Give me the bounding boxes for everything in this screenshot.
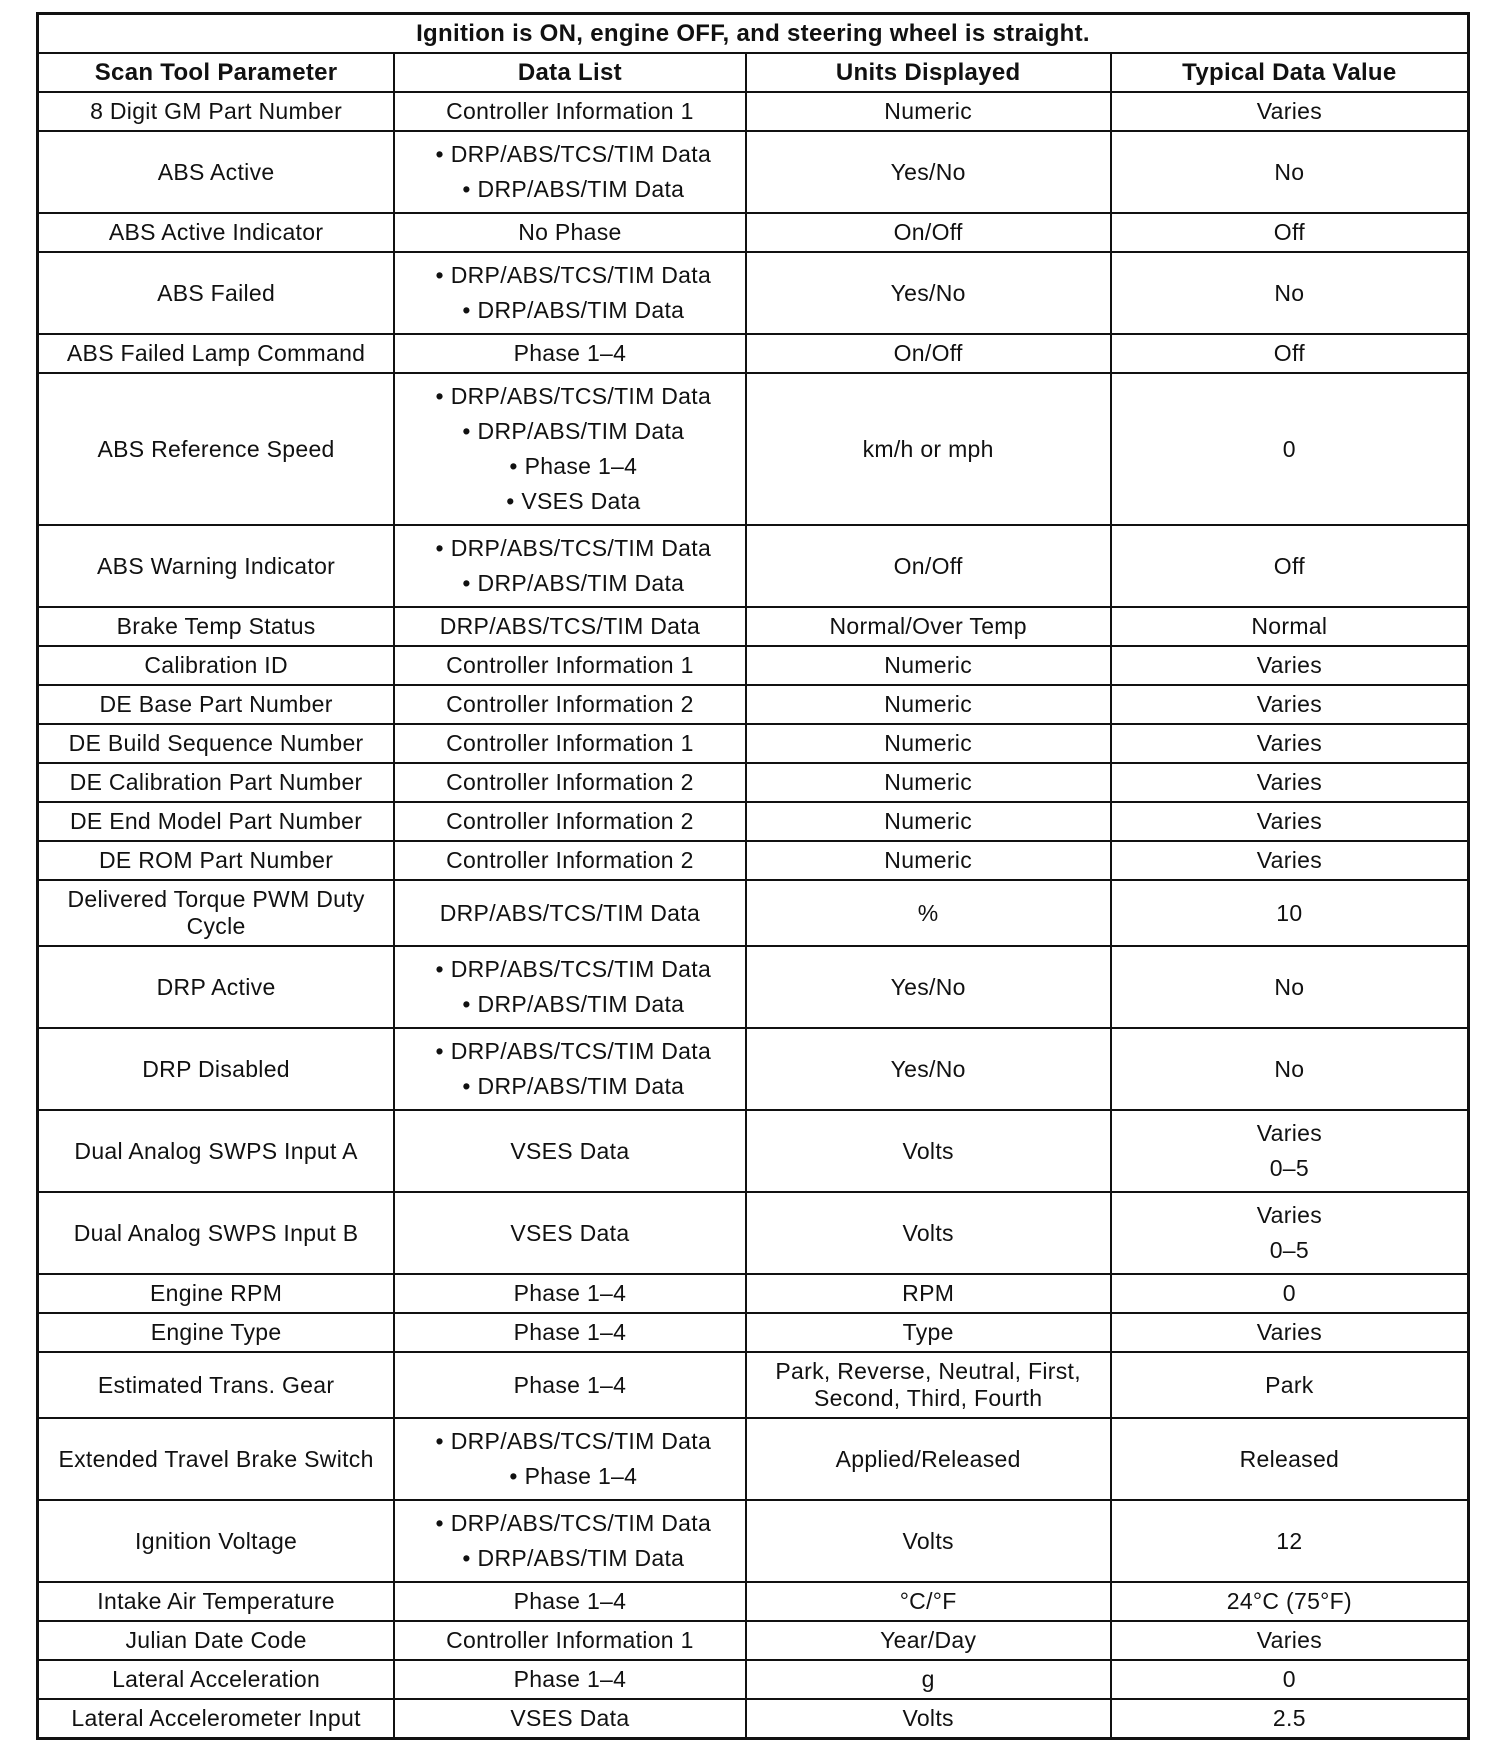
typical-value-cell: Park xyxy=(1111,1352,1469,1418)
parameter-cell: Julian Date Code xyxy=(38,1621,395,1660)
units-cell: Volts xyxy=(746,1110,1111,1192)
data-list-cell: No Phase xyxy=(394,213,745,252)
data-list-cell xyxy=(394,252,745,334)
data-list-item xyxy=(403,414,736,449)
parameter-cell: Brake Temp Status xyxy=(38,607,395,646)
data-list-item-label: DRP/ABS/TCS/TIM Data xyxy=(450,141,712,167)
units-cell: Year/Day xyxy=(746,1621,1111,1660)
data-list-item-label: DRP/ABS/TCS/TIM Data xyxy=(450,535,712,561)
data-list-items xyxy=(403,1034,736,1104)
typical-value-cell: Varies xyxy=(1111,1313,1469,1352)
data-list-cell: Controller Information 2 xyxy=(394,685,745,724)
typical-value-cell xyxy=(1111,1192,1469,1274)
data-list-item-label: DRP/ABS/TIM Data xyxy=(477,418,685,444)
table-row xyxy=(38,1699,1469,1739)
parameter-cell: Dual Analog SWPS Input A xyxy=(38,1110,395,1192)
table-row xyxy=(38,880,1469,946)
data-list-item-label: DRP/ABS/TCS/TIM Data xyxy=(450,1038,712,1064)
data-list-item xyxy=(403,566,736,601)
table-row xyxy=(38,685,1469,724)
data-list-item xyxy=(403,1459,736,1494)
typical-value-cell: Varies xyxy=(1111,802,1469,841)
units-cell: Normal/Over Temp xyxy=(746,607,1111,646)
units-cell: Type xyxy=(746,1313,1111,1352)
table-row xyxy=(38,92,1469,131)
data-list-items xyxy=(403,137,736,207)
data-list-item xyxy=(403,137,736,172)
typical-value-line: Varies xyxy=(1256,1202,1322,1228)
data-list-cell: Controller Information 1 xyxy=(394,724,745,763)
parameter-cell: Extended Travel Brake Switch xyxy=(38,1418,395,1500)
units-cell: RPM xyxy=(746,1274,1111,1313)
parameter-cell: DRP Active xyxy=(38,946,395,1028)
parameter-cell: DE Build Sequence Number xyxy=(38,724,395,763)
table-row xyxy=(38,525,1469,607)
data-list-item xyxy=(403,1034,736,1069)
typical-value-cell: Varies xyxy=(1111,841,1469,880)
data-list-item-label: DRP/ABS/TCS/TIM Data xyxy=(450,1510,712,1536)
units-cell: g xyxy=(746,1660,1111,1699)
table-row xyxy=(38,213,1469,252)
units-cell: Numeric xyxy=(746,646,1111,685)
data-list-cell xyxy=(394,131,745,213)
data-list-cell: Controller Information 2 xyxy=(394,802,745,841)
data-list-item xyxy=(403,1069,736,1104)
typical-value-cell: 0 xyxy=(1111,1274,1469,1313)
units-cell: On/Off xyxy=(746,525,1111,607)
parameter-cell: Intake Air Temperature xyxy=(38,1582,395,1621)
units-cell: On/Off xyxy=(746,334,1111,373)
data-list-items xyxy=(403,379,736,519)
typical-value-cell: No xyxy=(1111,131,1469,213)
parameter-cell: DE End Model Part Number xyxy=(38,802,395,841)
parameter-cell: DE ROM Part Number xyxy=(38,841,395,880)
data-table xyxy=(36,12,1470,1740)
data-list-cell: Controller Information 1 xyxy=(394,1621,745,1660)
data-list-item xyxy=(403,1424,736,1459)
typical-value-cell: Varies xyxy=(1111,1621,1469,1660)
table-row xyxy=(38,646,1469,685)
data-list-item xyxy=(403,449,736,484)
data-list-item xyxy=(403,1506,736,1541)
units-cell: Park, Reverse, Neutral, First, Second, Third, Fourth xyxy=(746,1352,1111,1418)
data-list-item-label: DRP/ABS/TIM Data xyxy=(477,570,685,596)
table-row xyxy=(38,252,1469,334)
data-list-item-label: Phase 1–4 xyxy=(524,453,638,479)
data-list-cell xyxy=(394,525,745,607)
table-row xyxy=(38,1352,1469,1418)
header-scan-tool-parameter: Scan Tool Parameter xyxy=(38,53,395,92)
data-list-item xyxy=(403,379,736,414)
data-list-item xyxy=(403,531,736,566)
data-list-items xyxy=(403,952,736,1022)
parameter-cell: ABS Reference Speed xyxy=(38,373,395,525)
table-row xyxy=(38,946,1469,1028)
units-cell: Numeric xyxy=(746,92,1111,131)
typical-value-line: Varies xyxy=(1256,1120,1322,1146)
data-list-item-label: DRP/ABS/TIM Data xyxy=(477,1545,685,1571)
data-list-cell: Phase 1–4 xyxy=(394,334,745,373)
parameter-cell: ABS Warning Indicator xyxy=(38,525,395,607)
data-list-item xyxy=(403,258,736,293)
table-row xyxy=(38,334,1469,373)
data-list-item-label: DRP/ABS/TCS/TIM Data xyxy=(450,956,712,982)
data-list-item xyxy=(403,1541,736,1576)
data-list-cell: Phase 1–4 xyxy=(394,1582,745,1621)
typical-value-cell: No xyxy=(1111,1028,1469,1110)
data-list-cell xyxy=(394,1028,745,1110)
units-cell: Numeric xyxy=(746,724,1111,763)
data-list-item xyxy=(403,987,736,1022)
typical-value-cell: 24°C (75°F) xyxy=(1111,1582,1469,1621)
table-row xyxy=(38,841,1469,880)
typical-value-cell: 10 xyxy=(1111,880,1469,946)
table-row xyxy=(38,1313,1469,1352)
units-cell: On/Off xyxy=(746,213,1111,252)
data-list-cell: Controller Information 2 xyxy=(394,763,745,802)
data-list-cell: VSES Data xyxy=(394,1192,745,1274)
parameter-cell: Lateral Acceleration xyxy=(38,1660,395,1699)
parameter-cell: DE Calibration Part Number xyxy=(38,763,395,802)
data-list-item-label: DRP/ABS/TIM Data xyxy=(477,176,685,202)
data-list-cell: VSES Data xyxy=(394,1110,745,1192)
units-cell: Yes/No xyxy=(746,252,1111,334)
parameter-cell: Calibration ID xyxy=(38,646,395,685)
table-row xyxy=(38,131,1469,213)
data-list-items xyxy=(403,531,736,601)
data-list-item-label: DRP/ABS/TIM Data xyxy=(477,1073,685,1099)
table-row xyxy=(38,373,1469,525)
units-cell: Volts xyxy=(746,1192,1111,1274)
header-data-list: Data List xyxy=(394,53,745,92)
data-list-items xyxy=(403,258,736,328)
typical-value-line: 0–5 xyxy=(1269,1237,1309,1263)
parameter-cell: ABS Active xyxy=(38,131,395,213)
parameter-cell: Engine Type xyxy=(38,1313,395,1352)
data-list-item xyxy=(403,293,736,328)
parameter-cell: 8 Digit GM Part Number xyxy=(38,92,395,131)
data-list-cell: Controller Information 1 xyxy=(394,646,745,685)
data-list-cell: DRP/ABS/TCS/TIM Data xyxy=(394,607,745,646)
table-row xyxy=(38,763,1469,802)
units-cell: Numeric xyxy=(746,802,1111,841)
data-list-item-label: DRP/ABS/TIM Data xyxy=(477,297,685,323)
scan-tool-data-table xyxy=(36,12,1470,1740)
table-caption: Ignition is ON, engine OFF, and steering wheel is straight. xyxy=(38,14,1469,54)
table-row xyxy=(38,1274,1469,1313)
typical-value-cell: Off xyxy=(1111,213,1469,252)
data-list-cell: Phase 1–4 xyxy=(394,1352,745,1418)
data-list-cell: Phase 1–4 xyxy=(394,1274,745,1313)
units-cell: Applied/Released xyxy=(746,1418,1111,1500)
data-list-item-label: VSES Data xyxy=(521,488,641,514)
units-cell: Yes/No xyxy=(746,131,1111,213)
parameter-cell: ABS Active Indicator xyxy=(38,213,395,252)
units-cell: Yes/No xyxy=(746,1028,1111,1110)
parameter-cell: Engine RPM xyxy=(38,1274,395,1313)
data-list-item xyxy=(403,484,736,519)
header-row xyxy=(38,53,1469,92)
typical-value-cell xyxy=(1111,1110,1469,1192)
data-list-cell xyxy=(394,946,745,1028)
table-row xyxy=(38,1418,1469,1500)
units-cell: Volts xyxy=(746,1500,1111,1582)
parameter-cell: DRP Disabled xyxy=(38,1028,395,1110)
table-row xyxy=(38,1192,1469,1274)
table-row xyxy=(38,1110,1469,1192)
typical-value-line: 0–5 xyxy=(1269,1155,1309,1181)
units-cell: Numeric xyxy=(746,841,1111,880)
typical-value-cell: Varies xyxy=(1111,92,1469,131)
parameter-cell: Lateral Accelerometer Input xyxy=(38,1699,395,1739)
typical-value-cell: Normal xyxy=(1111,607,1469,646)
table-body xyxy=(38,92,1469,1739)
data-list-items xyxy=(403,1424,736,1494)
data-list-item-label: DRP/ABS/TIM Data xyxy=(477,991,685,1017)
data-list-cell xyxy=(394,1500,745,1582)
typical-value-cell: No xyxy=(1111,252,1469,334)
header-typical-data-value: Typical Data Value xyxy=(1111,53,1469,92)
typical-value-cell: Off xyxy=(1111,525,1469,607)
table-row xyxy=(38,1621,1469,1660)
typical-value-cell: Varies xyxy=(1111,685,1469,724)
data-list-cell: Controller Information 1 xyxy=(394,92,745,131)
typical-value-cell: Off xyxy=(1111,334,1469,373)
typical-value-cell: Released xyxy=(1111,1418,1469,1500)
table-row xyxy=(38,1028,1469,1110)
parameter-cell: ABS Failed xyxy=(38,252,395,334)
typical-value-cell: 0 xyxy=(1111,373,1469,525)
caption-row xyxy=(38,14,1469,54)
units-cell: °C/°F xyxy=(746,1582,1111,1621)
data-list-cell: VSES Data xyxy=(394,1699,745,1739)
data-list-cell: DRP/ABS/TCS/TIM Data xyxy=(394,880,745,946)
units-cell: Numeric xyxy=(746,763,1111,802)
data-list-cell: Phase 1–4 xyxy=(394,1313,745,1352)
data-list-item xyxy=(403,952,736,987)
table-row xyxy=(38,1582,1469,1621)
units-cell: Yes/No xyxy=(746,946,1111,1028)
parameter-cell: DE Base Part Number xyxy=(38,685,395,724)
parameter-cell: Estimated Trans. Gear xyxy=(38,1352,395,1418)
typical-value-cell: 2.5 xyxy=(1111,1699,1469,1739)
table-row xyxy=(38,724,1469,763)
typical-value-cell: 12 xyxy=(1111,1500,1469,1582)
parameter-cell: Ignition Voltage xyxy=(38,1500,395,1582)
data-list-cell: Controller Information 2 xyxy=(394,841,745,880)
table-row xyxy=(38,1660,1469,1699)
parameter-cell: ABS Failed Lamp Command xyxy=(38,334,395,373)
data-list-item-label: DRP/ABS/TCS/TIM Data xyxy=(450,383,712,409)
table-row xyxy=(38,1500,1469,1582)
units-cell: Numeric xyxy=(746,685,1111,724)
data-list-cell xyxy=(394,373,745,525)
parameter-cell: Dual Analog SWPS Input B xyxy=(38,1192,395,1274)
typical-value-cell: No xyxy=(1111,946,1469,1028)
typical-value-cell: Varies xyxy=(1111,646,1469,685)
units-cell: km/h or mph xyxy=(746,373,1111,525)
data-list-cell: Phase 1–4 xyxy=(394,1660,745,1699)
data-list-cell xyxy=(394,1418,745,1500)
parameter-cell: Delivered Torque PWM Duty Cycle xyxy=(38,880,395,946)
data-list-items xyxy=(403,1506,736,1576)
header-units-displayed: Units Displayed xyxy=(746,53,1111,92)
typical-value-cell: 0 xyxy=(1111,1660,1469,1699)
table-row xyxy=(38,802,1469,841)
typical-value-cell: Varies xyxy=(1111,724,1469,763)
data-list-item-label: DRP/ABS/TCS/TIM Data xyxy=(450,262,712,288)
table-row xyxy=(38,607,1469,646)
units-cell: % xyxy=(746,880,1111,946)
data-list-item-label: DRP/ABS/TCS/TIM Data xyxy=(450,1428,712,1454)
data-list-item xyxy=(403,172,736,207)
typical-value-cell: Varies xyxy=(1111,763,1469,802)
data-list-item-label: Phase 1–4 xyxy=(524,1463,638,1489)
units-cell: Volts xyxy=(746,1699,1111,1739)
